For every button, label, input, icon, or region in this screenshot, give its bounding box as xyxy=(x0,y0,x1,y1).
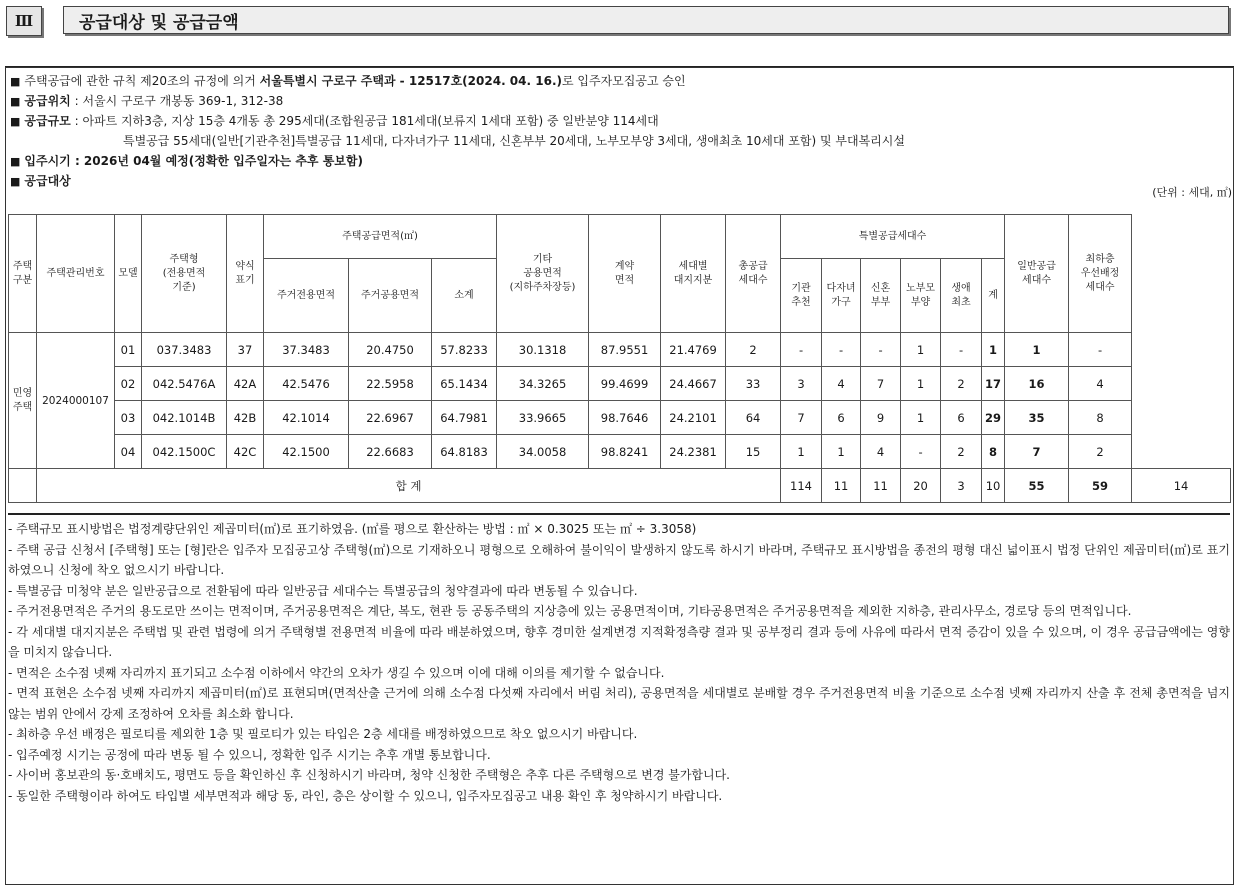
cell-sp-institution: - xyxy=(781,333,822,367)
cell-general-supply: 7 xyxy=(1005,435,1069,469)
cell-mgmt-no: 2024000107 xyxy=(37,333,115,469)
bullet-text: : 아파트 지하3층, 지상 15층 4개동 총 295세대(조합원공급 181세대(보류지 1세대 포함) 중 일반분양 114세대 xyxy=(70,114,659,128)
bullet-text: 공급위치 xyxy=(24,94,71,108)
header-contract-area: 계약 면적 xyxy=(589,215,661,333)
cell-subtotal: 64.8183 xyxy=(432,435,497,469)
cell-land-share: 21.4769 xyxy=(661,333,726,367)
header-special-group: 특별공급세대수 xyxy=(781,215,1005,259)
square-bullet-icon: ■ xyxy=(10,175,21,188)
note-item: - 입주예정 시기는 공정에 따라 변동 될 수 있으니, 정확한 입주 시기는 추후 개별 통보합니다. xyxy=(8,747,491,762)
supply-table xyxy=(8,214,1231,503)
bullet-line xyxy=(10,171,1230,191)
bullet-text: 로 입주자모집공고 승인 xyxy=(561,74,686,88)
cell-land-share: 24.4667 xyxy=(661,367,726,401)
header-general-supply: 일반공급 세대수 xyxy=(1005,215,1069,333)
sum-blank-cell xyxy=(9,469,37,503)
sum-general-supply: 59 xyxy=(1069,469,1132,503)
cell-abbr: 37 xyxy=(227,333,264,367)
cell-type: 민영 주택 xyxy=(9,333,37,469)
cell-sp-institution: 3 xyxy=(781,367,822,401)
note-item: - 특별공급 미청약 분은 일반공급으로 전환됨에 따라 일반공급 세대수는 특별공급의 청약결과에 따라 변동될 수 있습니다. xyxy=(8,583,638,598)
cell-sp-newlywed: - xyxy=(861,333,901,367)
bullet-line xyxy=(10,91,1230,111)
cell-sp-total: 17 xyxy=(982,367,1005,401)
cell-sp-multichild: 6 xyxy=(822,401,861,435)
cell-sp-newlywed: 4 xyxy=(861,435,901,469)
header-type: 주택 구분 xyxy=(9,215,37,333)
cell-exclusive: 42.1500 xyxy=(264,435,349,469)
note-item: - 주거전용면적은 주거의 용도로만 쓰이는 면적이며, 주거공용면적은 계단, 복도, 현관 등 공동주택의 지상층에 있는 공용면적이며, 기타공용면적은 주거공용면적을 제외한 지하층, 관리사무소, 경로당 등의 면적입니다. xyxy=(8,604,1132,618)
cell-sp-firsttime: 2 xyxy=(941,435,982,469)
cell-subtotal: 64.7981 xyxy=(432,401,497,435)
bullet-text: 공급대상 xyxy=(24,174,71,188)
sum-sp-elderly: 3 xyxy=(941,469,982,503)
table-row xyxy=(9,435,1231,469)
cell-exclusive: 37.3483 xyxy=(264,333,349,367)
note-item: - 주택 공급 신청서 [주택형] 또는 [형]란은 입주자 모집공고상 주택형(㎡)으로 기재하오니 평형으로 오해하여 불이익이 발생하지 않도록 하시기 바라며, 주택규모 표시방법을 종전의 평형 대신 넓이표시 법정 단위인 제곱미터(㎡)로 표기 하였으니 신청에 착오 없으시기 바랍니다. xyxy=(8,542,1230,577)
cell-model: 03 xyxy=(115,401,142,435)
bullet-text: 공급규모 xyxy=(24,114,71,128)
cell-sp-newlywed: 7 xyxy=(861,367,901,401)
cell-total-supply: 15 xyxy=(726,435,781,469)
sum-row xyxy=(9,469,1231,503)
table-row xyxy=(9,367,1231,401)
cell-land-share: 24.2381 xyxy=(661,435,726,469)
cell-model: 02 xyxy=(115,367,142,401)
sum-sp-newlywed: 20 xyxy=(901,469,941,503)
cell-sp-multichild: 1 xyxy=(822,435,861,469)
sum-sp-firsttime: 10 xyxy=(982,469,1005,503)
note-item: - 면적 표현은 소수점 넷째 자리까지 제곱미터(㎡)로 표현되며(면적산출 근거에 의해 소수점 다섯째 자리에서 버림 처리), 공용면적을 세대별로 분배할 경우 주거전용면적 비율 기준으로 소수점 넷째 자리까지 산출 후 전체 총면적을 넘지 않는 범위 안에서 강제 조정하여 오차를 최소화 합니다. xyxy=(8,686,1230,721)
cell-top-floor: - xyxy=(1069,333,1132,367)
square-bullet-icon: ■ xyxy=(10,155,21,168)
cell-land-share: 24.2101 xyxy=(661,401,726,435)
header-sp-institution: 기관 추천 xyxy=(781,259,822,333)
header-sp-firsttime: 생애 최초 xyxy=(941,259,982,333)
cell-subtotal: 65.1434 xyxy=(432,367,497,401)
cell-sp-elderly: 1 xyxy=(901,401,941,435)
sum-sp-institution: 11 xyxy=(822,469,861,503)
cell-sp-newlywed: 9 xyxy=(861,401,901,435)
header-area-group: 주택공급면적(㎡) xyxy=(264,215,497,259)
cell-housing-type: 042.1014B xyxy=(142,401,227,435)
cell-exclusive: 42.1014 xyxy=(264,401,349,435)
cell-model: 01 xyxy=(115,333,142,367)
cell-general-supply: 1 xyxy=(1005,333,1069,367)
bullet-line xyxy=(10,131,1230,151)
header-abbr: 약식 표기 xyxy=(227,215,264,333)
square-bullet-icon: ■ xyxy=(10,95,21,108)
header-model: 모델 xyxy=(115,215,142,333)
cell-sp-firsttime: - xyxy=(941,333,982,367)
cell-common: 22.6683 xyxy=(349,435,432,469)
cell-abbr: 42A xyxy=(227,367,264,401)
cell-sp-firsttime: 2 xyxy=(941,367,982,401)
cell-other-common: 30.1318 xyxy=(497,333,589,367)
bullet-text: 주택공급에 관한 규칙 제20조의 규정에 의거 xyxy=(24,74,260,88)
table-row xyxy=(9,333,1231,367)
cell-general-supply: 35 xyxy=(1005,401,1069,435)
header-sp-total: 계 xyxy=(982,259,1005,333)
header-common: 주거공용면적 xyxy=(349,259,432,333)
cell-sp-institution: 1 xyxy=(781,435,822,469)
cell-contract-area: 98.8241 xyxy=(589,435,661,469)
cell-sp-elderly: 1 xyxy=(901,333,941,367)
sum-label: 합 계 xyxy=(37,469,781,503)
note-item: - 사이버 홍보관의 동·호배치도, 평면도 등을 확인하신 후 신청하시기 바라며, 청약 신청한 주택형은 추후 다른 주택형으로 변경 불가합니다. xyxy=(8,768,730,782)
note-item: - 각 세대별 대지지분은 주택법 및 관련 법령에 의거 주택형별 전용면적 비율에 따라 배분하였으며, 향후 경미한 설계변경 지적확정측량 결과 및 공부정리 결과 등에 사유에 따라서 면적 증감이 있을 수 있으며, 이 경우 공급금액에는 영향을 미치지 않습니다. xyxy=(8,624,1230,659)
bullet-text: 서울특별시 구로구 주택과 - 12517호(2024. 04. 16.) xyxy=(259,74,562,88)
cell-sp-elderly: - xyxy=(901,435,941,469)
cell-contract-area: 87.9551 xyxy=(589,333,661,367)
cell-model: 04 xyxy=(115,435,142,469)
header-other-common: 기타 공용면적 (지하주차장등) xyxy=(497,215,589,333)
cell-total-supply: 33 xyxy=(726,367,781,401)
bullet-text: 특별공급 55세대(일반[기관추천]특별공급 11세대, 다자녀가구 11세대, 신혼부부 20세대, 노부모부양 3세대, 생애최초 10세대 포함) 및 부대복리시설 xyxy=(123,134,905,148)
cell-total-supply: 2 xyxy=(726,333,781,367)
note-item: - 동일한 주택형이라 하여도 타입별 세부면적과 해당 동, 라인, 층은 상이할 수 있으니, 입주자모집공고 내용 확인 후 청약하시기 바랍니다. xyxy=(8,788,723,803)
header-top-floor: 최하층 우선배정 세대수 xyxy=(1069,215,1132,333)
cell-top-floor: 4 xyxy=(1069,367,1132,401)
header-exclusive: 주거전용면적 xyxy=(264,259,349,333)
cell-common: 22.5958 xyxy=(349,367,432,401)
cell-sp-total: 29 xyxy=(982,401,1005,435)
note-item: - 면적은 소수점 넷째 자리까지 표기되고 소수점 이하에서 약간의 오차가 생길 수 있으며 이에 대해 이의를 제기할 수 없습니다. xyxy=(8,665,665,680)
cell-other-common: 34.3265 xyxy=(497,367,589,401)
cell-sp-multichild: - xyxy=(822,333,861,367)
sum-sp-total: 55 xyxy=(1005,469,1069,503)
cell-sp-firsttime: 6 xyxy=(941,401,982,435)
cell-subtotal: 57.8233 xyxy=(432,333,497,367)
unit-label: (단위 : 세대, ㎡) xyxy=(1152,186,1232,199)
bullet-list xyxy=(10,71,1230,191)
sum-total-supply: 114 xyxy=(781,469,822,503)
cell-top-floor: 2 xyxy=(1069,435,1132,469)
square-bullet-icon: ■ xyxy=(10,75,21,88)
cell-sp-multichild: 4 xyxy=(822,367,861,401)
cell-sp-institution: 7 xyxy=(781,401,822,435)
header-sp-elderly: 노부모 부양 xyxy=(901,259,941,333)
header-total-supply: 총공급 세대수 xyxy=(726,215,781,333)
sum-sp-multichild: 11 xyxy=(861,469,901,503)
section-title: 공급대상 및 공급금액 xyxy=(63,6,1229,34)
cell-total-supply: 64 xyxy=(726,401,781,435)
cell-abbr: 42B xyxy=(227,401,264,435)
header-housing-type: 주택형 (전용면적 기준) xyxy=(142,215,227,333)
header-sp-multichild: 다자녀 가구 xyxy=(822,259,861,333)
cell-abbr: 42C xyxy=(227,435,264,469)
cell-general-supply: 16 xyxy=(1005,367,1069,401)
header-subtotal: 소계 xyxy=(432,259,497,333)
cell-common: 20.4750 xyxy=(349,333,432,367)
cell-common: 22.6967 xyxy=(349,401,432,435)
notes-list xyxy=(8,513,1230,806)
cell-contract-area: 99.4699 xyxy=(589,367,661,401)
note-item: - 주택규모 표시방법은 법정계량단위인 제곱미터(㎡)로 표기하였음. (㎡를 평으로 환산하는 방법 : ㎡ × 0.3025 또는 ㎡ ÷ 3.3058) xyxy=(8,522,697,536)
cell-housing-type: 042.5476A xyxy=(142,367,227,401)
bullet-line xyxy=(10,71,1230,91)
cell-sp-total: 1 xyxy=(982,333,1005,367)
cell-housing-type: 042.1500C xyxy=(142,435,227,469)
bullet-text: 입주시기 : 2026년 04월 예정(정확한 입주일자는 추후 통보함) xyxy=(24,154,363,168)
cell-top-floor: 8 xyxy=(1069,401,1132,435)
note-item: - 최하층 우선 배정은 필로티를 제외한 1층 및 필로티가 있는 타입은 2층 세대를 배정하였으므로 착오 없으시기 바랍니다. xyxy=(8,727,638,741)
header-sp-newlywed: 신혼 부부 xyxy=(861,259,901,333)
section-number: Ⅲ xyxy=(6,6,42,36)
header-land-share: 세대별 대지지분 xyxy=(661,215,726,333)
cell-housing-type: 037.3483 xyxy=(142,333,227,367)
sum-top-floor: 14 xyxy=(1132,469,1231,503)
header-mgmt-no: 주택관리번호 xyxy=(37,215,115,333)
bullet-line xyxy=(10,151,1230,171)
cell-sp-elderly: 1 xyxy=(901,367,941,401)
cell-sp-total: 8 xyxy=(982,435,1005,469)
bullet-text: : 서울시 구로구 개봉동 369-1, 312-38 xyxy=(70,94,284,108)
cell-contract-area: 98.7646 xyxy=(589,401,661,435)
cell-other-common: 33.9665 xyxy=(497,401,589,435)
section-header xyxy=(6,6,1231,36)
bullet-line xyxy=(10,111,1230,131)
cell-other-common: 34.0058 xyxy=(497,435,589,469)
square-bullet-icon: ■ xyxy=(10,115,21,128)
table-row xyxy=(9,401,1231,435)
cell-exclusive: 42.5476 xyxy=(264,367,349,401)
